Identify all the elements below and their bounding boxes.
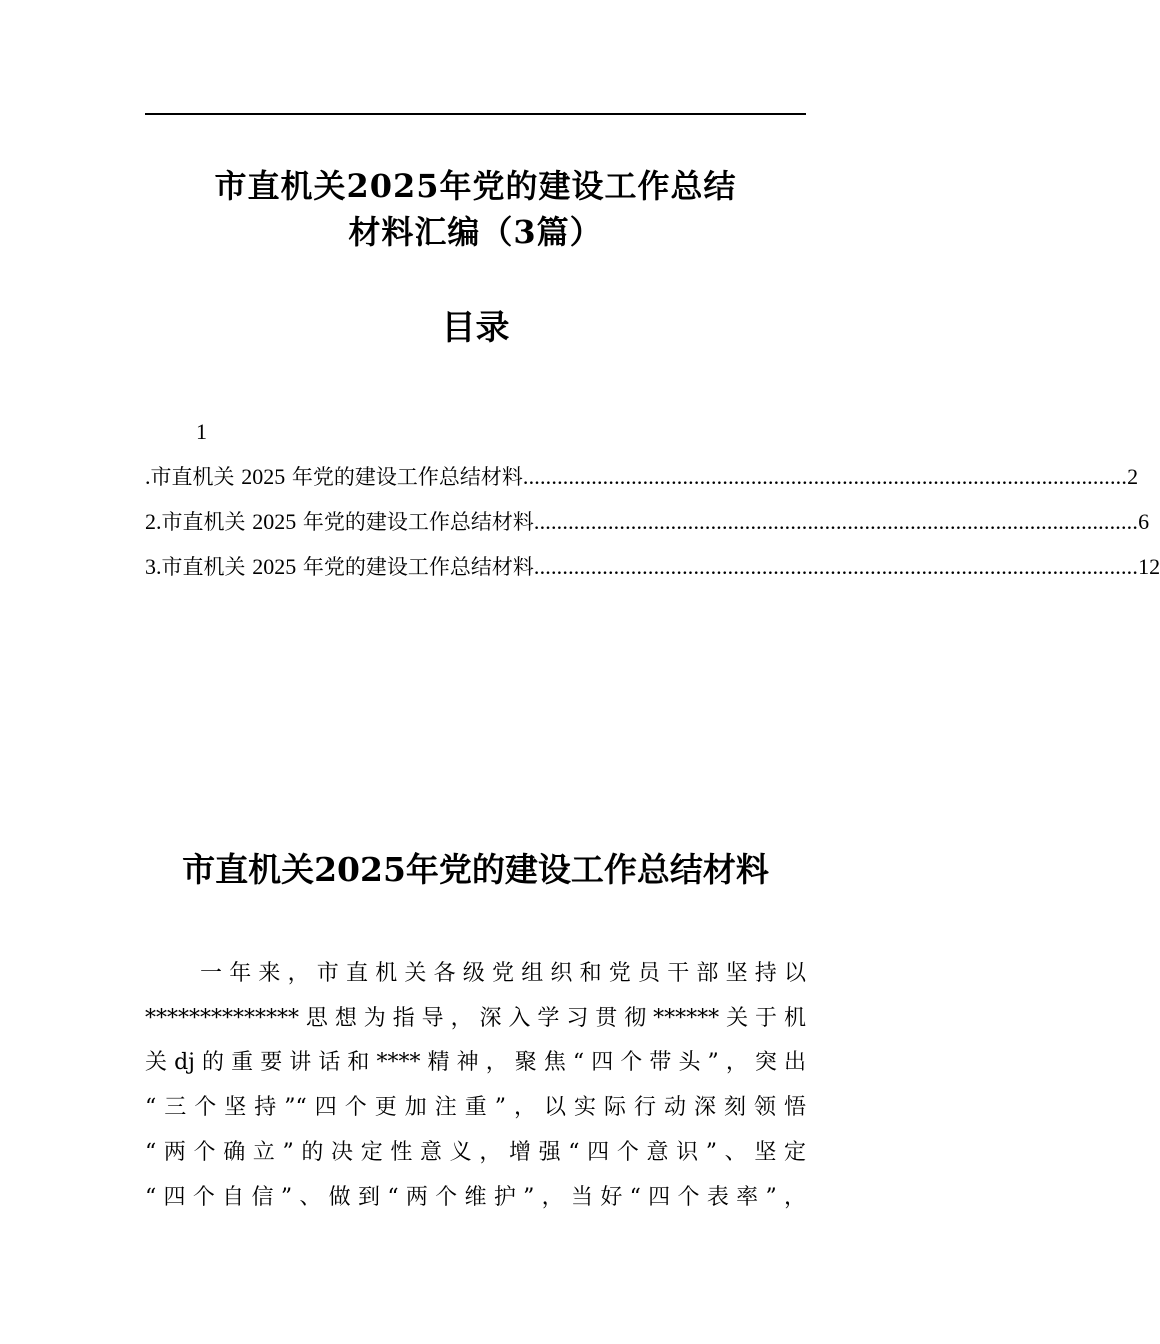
article-paragraph-line: 关dj的重要讲话和****精神，聚焦“四个带头”，突出 bbox=[145, 1050, 806, 1075]
toc-orphan-number: 1 bbox=[196, 419, 207, 444]
toc-entry-page-number: 6 bbox=[1138, 509, 1150, 534]
article-paragraph-line: 一年来，市直机关各级党组织和党员干部坚持以 bbox=[200, 961, 806, 986]
toc-entry[interactable] bbox=[145, 552, 1160, 582]
toc-entry-leader-dots: .......................................................................................................... bbox=[533, 554, 1139, 579]
toc-entry-leader-dots: .......................................................................................................... bbox=[533, 509, 1139, 534]
article-paragraph-line: **************思想为指导，深入学习贯彻******关于机 bbox=[145, 1006, 806, 1031]
toc-entry[interactable] bbox=[145, 462, 1139, 492]
article-paragraph-line: “四个自信”、做到“两个维护”，当好“四个表率”， bbox=[145, 1185, 806, 1210]
cover-title-line-1: 市直机关2025年党的建设工作总结 bbox=[214, 167, 737, 205]
article-paragraph-line: “三个坚持”“四个更加注重”，以实际行动深刻领悟 bbox=[145, 1095, 806, 1120]
article-paragraph-line: “两个确立”的决定性意义，增强“四个意识”、坚定 bbox=[145, 1140, 806, 1165]
article-title: 市直机关2025年党的建设工作总结材料 bbox=[182, 850, 769, 889]
toc-entry-label: .市直机关 2025 年党的建设工作总结材料 bbox=[145, 464, 523, 489]
toc-entry-page-number: 2 bbox=[1127, 464, 1139, 489]
toc-heading: 目录 bbox=[441, 308, 510, 348]
toc-entry-label: 3.市直机关 2025 年党的建设工作总结材料 bbox=[145, 554, 534, 579]
toc-entry-label: 2.市直机关 2025 年党的建设工作总结材料 bbox=[145, 509, 534, 534]
cover-title-line-2: 材料汇编（3篇） bbox=[348, 213, 603, 251]
toc-entry[interactable] bbox=[145, 507, 1150, 537]
toc-entry-leader-dots: .......................................................................................................... bbox=[522, 464, 1128, 489]
header-rule bbox=[145, 113, 806, 115]
toc-entry-page-number: 12 bbox=[1138, 554, 1160, 579]
